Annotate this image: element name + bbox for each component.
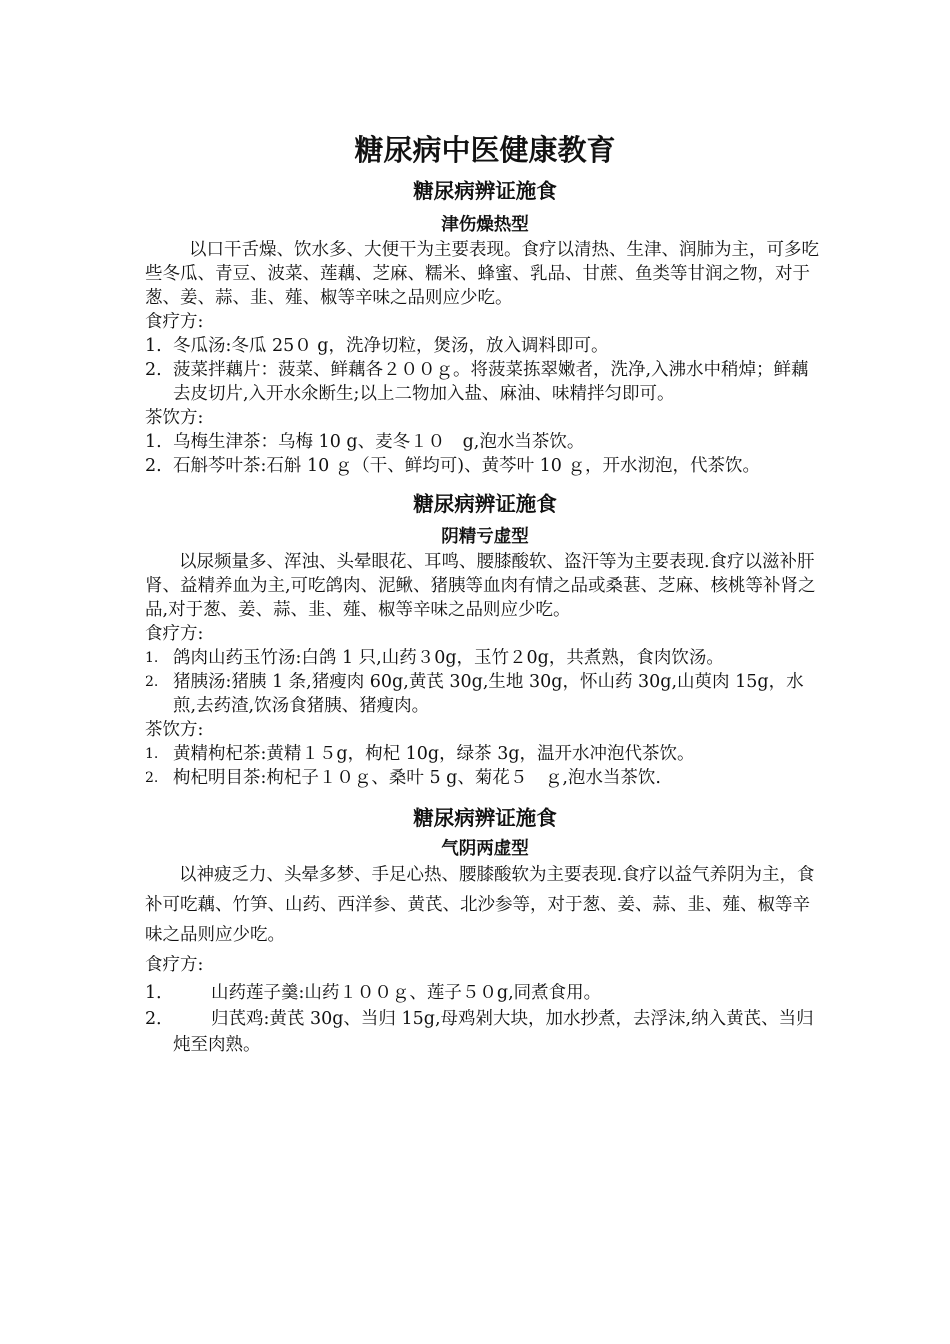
item-number: 1. bbox=[145, 746, 159, 762]
list-item bbox=[145, 430, 825, 454]
section-heading: 糖尿病辨证施食 bbox=[413, 806, 557, 830]
list-item bbox=[145, 646, 825, 670]
item-number: 1． bbox=[145, 983, 174, 1003]
food-therapy-label: 食疗方: bbox=[145, 955, 204, 975]
list-item bbox=[145, 670, 825, 718]
food-therapy-list bbox=[145, 646, 825, 718]
list-item bbox=[145, 454, 825, 478]
item-number: 2. bbox=[145, 770, 159, 786]
section-subheading: 津伤燥热型 bbox=[441, 215, 529, 235]
section-intro: 以神疲乏力、头晕多梦、手足心热、腰膝酸软为主要表现.食疗以益气养阴为主，食补可吃藕、竹笋、山药、西洋参、黄芪、北沙参等，对于葱、姜、蒜、韭、薤、椒等辛味之品则应少吃。 bbox=[145, 865, 815, 945]
item-number: 2. bbox=[145, 674, 159, 690]
item-text: 归芪鸡:黄芪 30g、当归 15g,母鸡剁大块，加水抄煮，去浮沫,纳入黄芪、当归炖至肉熟。 bbox=[173, 1009, 814, 1055]
food-therapy-label: 食疗方: bbox=[145, 624, 204, 644]
section-heading: 糖尿病辨证施食 bbox=[413, 179, 557, 203]
item-number: 2. bbox=[145, 360, 162, 380]
item-number: 1. bbox=[145, 650, 159, 666]
food-therapy-list bbox=[145, 980, 825, 1058]
item-text: 乌梅生津茶：乌梅 10 g、麦冬１０ g,泡水当茶饮。 bbox=[173, 432, 585, 452]
list-item bbox=[145, 980, 825, 1006]
item-text: 黄精枸杞茶:黄精１５g，枸杞 10g，绿茶 3g，温开水冲泡代茶饮。 bbox=[173, 744, 695, 764]
item-number: 1. bbox=[145, 336, 162, 356]
section-intro: 以口干舌燥、饮水多、大便干为主要表现。食疗以清热、生津、润肺为主，可多吃些冬瓜、青豆、波菜、莲藕、芝麻、糯米、蜂蜜、乳品、甘蔗、鱼类等甘润之物，对于葱、姜、蒜、韭、薤、椒等辛味之品则应少吃。 bbox=[145, 240, 819, 308]
item-number: 2． bbox=[145, 1009, 174, 1029]
item-text: 菠菜拌藕片：菠菜、鲜藕各２００ｇ。将菠菜拣翠嫩者，洗净,入沸水中稍焯；鲜藕去皮切片,入开水氽断生;以上二物加入盐、麻油、味精拌匀即可。 bbox=[173, 360, 809, 404]
item-text: 石斛芩叶茶:石斛 10 ｇ（干、鲜均可)、黄芩叶 10 ｇ，开水沏泡，代茶饮。 bbox=[173, 456, 761, 476]
food-therapy-label: 食疗方: bbox=[145, 312, 204, 332]
document-page bbox=[145, 128, 825, 1058]
tea-label: 茶饮方: bbox=[145, 720, 204, 740]
section-intro: 以尿频量多、浑浊、头晕眼花、耳鸣、腰膝酸软、盗汗等为主要表现.食疗以滋补肝肾、益精养血为主,可吃鸽肉、泥鳅、猪胰等血肉有情之品或桑葚、芝麻、核桃等补肾之品,对于葱、姜、蒜、韭、薤、椒等辛味之品则应少吃。 bbox=[145, 552, 816, 620]
list-item bbox=[145, 1006, 825, 1058]
list-item bbox=[145, 358, 825, 406]
tea-list bbox=[145, 430, 825, 478]
item-text: 山药莲子羹:山药１００ｇ、莲子５０g,同煮食用。 bbox=[211, 983, 602, 1003]
section-yinjing-kuixu bbox=[145, 484, 825, 790]
item-text: 鸽肉山药玉竹汤:白鸽 1 只,山药３0g，玉竹２0g，共煮熟，食肉饮汤。 bbox=[173, 648, 724, 668]
item-number: 2. bbox=[145, 456, 162, 476]
section-qiyin-liangxu bbox=[145, 798, 825, 1058]
list-item bbox=[145, 742, 825, 766]
tea-label: 茶饮方: bbox=[145, 408, 204, 428]
item-text: 枸杞明目茶:枸杞子１０ｇ、桑叶 5 g、菊花５ ｇ,泡水当茶饮. bbox=[173, 768, 661, 788]
section-jinshang-zaore bbox=[145, 172, 825, 478]
section-subheading: 阴精亏虚型 bbox=[441, 527, 529, 547]
document-title: 糖尿病中医健康教育 bbox=[354, 133, 616, 167]
list-item bbox=[145, 334, 825, 358]
list-item bbox=[145, 766, 825, 790]
item-text: 冬瓜汤:冬瓜 25０ g，洗净切粒，煲汤，放入调料即可。 bbox=[173, 336, 609, 356]
item-number: 1. bbox=[145, 432, 162, 452]
section-heading: 糖尿病辨证施食 bbox=[413, 492, 557, 516]
food-therapy-list bbox=[145, 334, 825, 406]
tea-list bbox=[145, 742, 825, 790]
section-subheading: 气阴两虚型 bbox=[441, 839, 529, 859]
item-text: 猪胰汤:猪胰 1 条,猪瘦肉 60g,黄芪 30g,生地 30g，怀山药 30g,山萸肉 15g，水煎,去药渣,饮汤食猪胰、猪瘦肉。 bbox=[173, 672, 804, 716]
